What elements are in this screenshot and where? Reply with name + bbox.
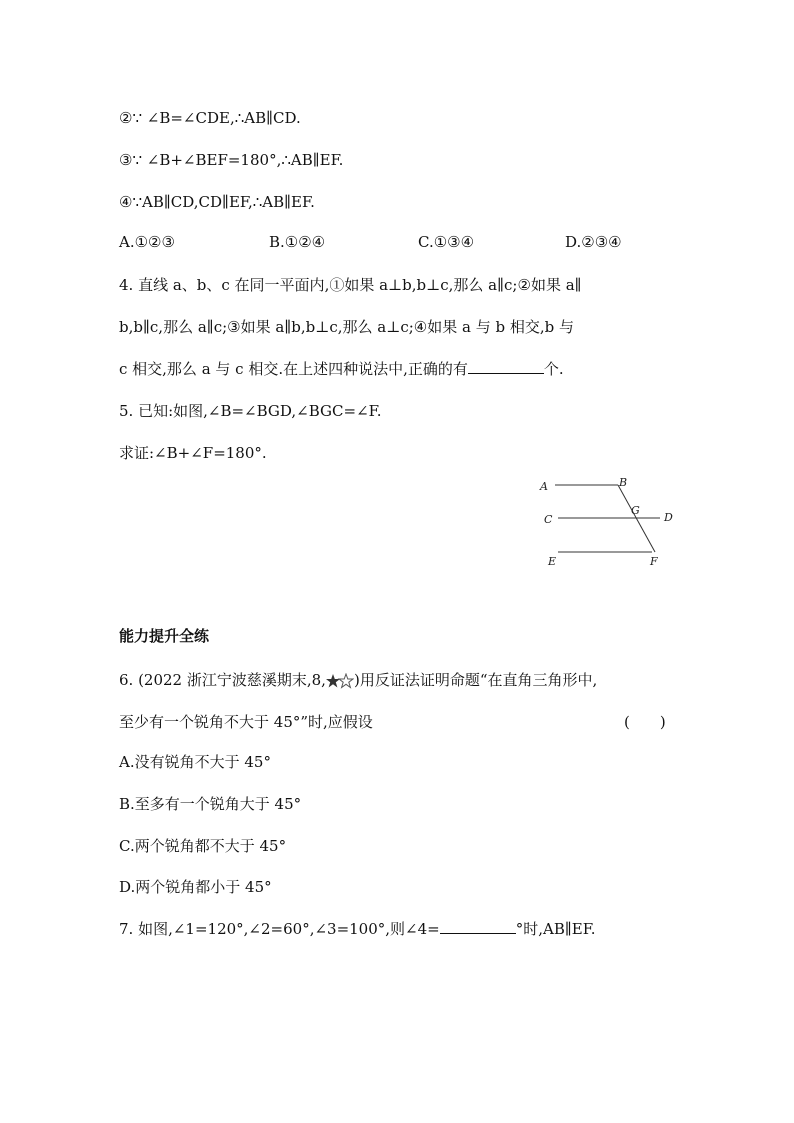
problem6-option-c: C.两个锐角都不大于 45° xyxy=(119,837,287,855)
difficulty-star-icon xyxy=(326,673,354,689)
problem5-figure xyxy=(530,472,690,572)
label-g: G xyxy=(631,504,640,517)
problem5-prove: 求证:∠B+∠F=180°. xyxy=(119,444,267,462)
label-a: A xyxy=(540,480,548,493)
problem7-text: 7. 如图,∠1=120°,∠2=60°,∠3=100°,则∠4= xyxy=(119,920,440,938)
problem6-answer-paren[interactable]: ( ) xyxy=(624,713,666,731)
problem6-line2: 至少有一个锐角不大于 45°”时,应假设 xyxy=(119,713,373,731)
problem4-line1: 4. 直线 a、b、c 在同一平面内,①如果 a⊥b,b⊥c,那么 a∥c;②如果 a∥ xyxy=(119,276,582,294)
problem6-stem-start: )用反证法证明命题“在直角三角形中, xyxy=(353,671,598,689)
problem3-option-c: C.①③④ xyxy=(418,233,475,251)
section-title: 能力提升全练 xyxy=(119,627,210,645)
label-e: E xyxy=(548,555,557,568)
problem6-line1 xyxy=(119,670,597,690)
label-d: D xyxy=(664,511,673,524)
label-b: B xyxy=(619,476,628,489)
problem3-item2: ②∵ ∠B=∠CDE,∴AB∥CD. xyxy=(119,109,301,127)
problem4-line3-end: 个. xyxy=(543,360,564,378)
problem3-option-a: A.①②③ xyxy=(119,233,175,251)
label-c: C xyxy=(544,513,553,526)
problem3-item4: ④∵AB∥CD,CD∥EF,∴AB∥EF. xyxy=(119,193,315,211)
problem7-answer-blank[interactable] xyxy=(440,919,516,934)
problem6-source: 6. (2022 浙江宁波慈溪期末,8, xyxy=(119,671,326,689)
problem4-line3-text: c 相交,那么 a 与 c 相交.在上述四种说法中,正确的有 xyxy=(119,360,468,378)
problem7-text-end: °时,AB∥EF. xyxy=(515,920,596,938)
problem5-given: 5. 已知:如图,∠B=∠BGD,∠BGC=∠F. xyxy=(119,402,382,420)
problem6-option-b: B.至多有一个锐角大于 45° xyxy=(119,795,302,813)
problem7 xyxy=(119,919,596,939)
problem6-option-d: D.两个锐角都小于 45° xyxy=(119,878,272,896)
problem4-line2: b,b∥c,那么 a∥c;③如果 a∥b,b⊥c,那么 a⊥c;④如果 a 与 b 相交,b 与 xyxy=(119,318,574,336)
problem3-option-d: D.②③④ xyxy=(565,233,622,251)
problem3-option-b: B.①②④ xyxy=(269,233,326,251)
problem4-answer-blank[interactable] xyxy=(468,359,544,374)
problem4-line3 xyxy=(119,359,564,379)
problem3-item3: ③∵ ∠B+∠BEF=180°,∴AB∥EF. xyxy=(119,151,344,169)
label-f: F xyxy=(650,555,658,568)
problem6-option-a: A.没有锐角不大于 45° xyxy=(119,753,271,771)
